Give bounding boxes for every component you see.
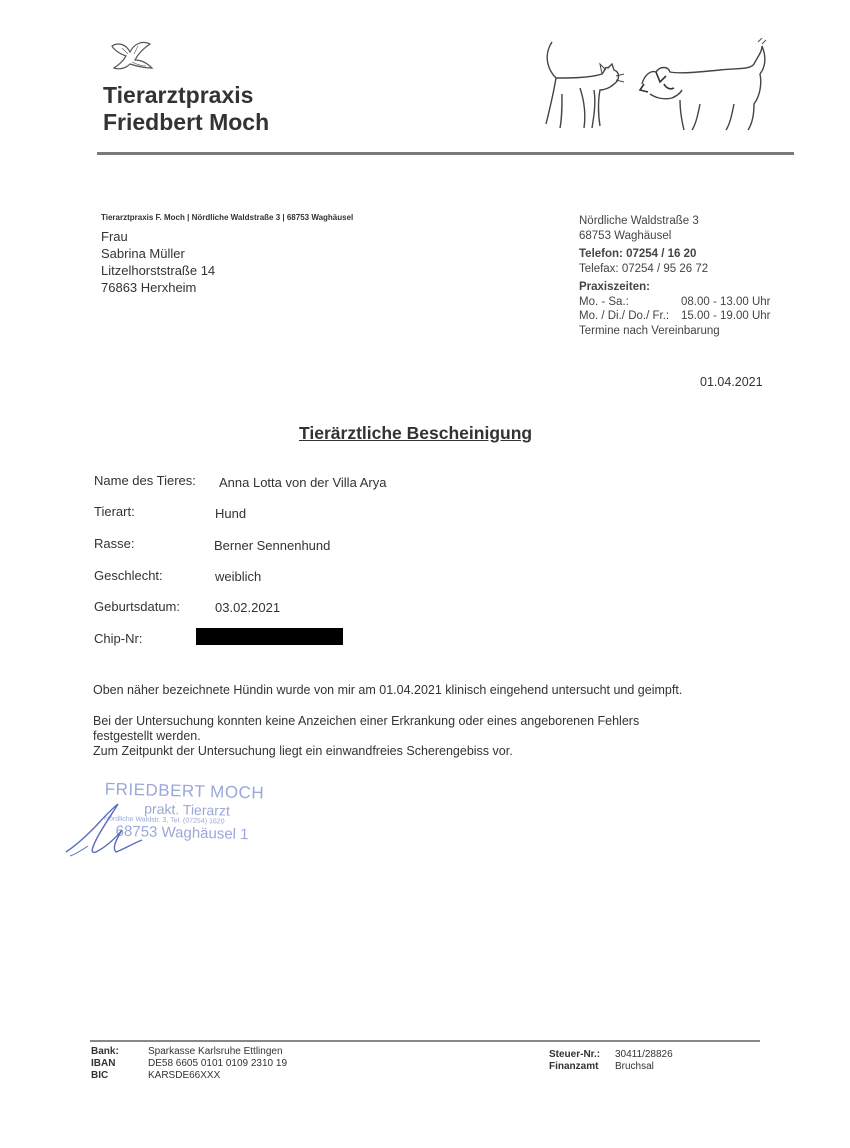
stamp-line3: Nördliche Waldstr. 3, Tel. (07254) 1620 [103,815,225,826]
field-name-value: Anna Lotta von der Villa Arya [219,475,387,490]
signature [62,800,162,860]
field-breed-value: Berner Sennenhund [214,538,331,553]
exam-statement: Oben näher bezeichnete Hündin wurde von mir am 01.04.2021 klinisch eingehend untersucht und geimpft. [93,683,683,697]
recipient-city: 76863 Herxheim [101,280,197,295]
practice-name-line2: Friedbert Moch [103,109,270,135]
document-title: Tierärztliche Bescheinigung [299,423,533,443]
contact-fax: Telefax: 07254 / 95 26 72 [579,262,709,275]
bank-details [91,1046,287,1082]
bank-value: Sparkasse Karlsruhe Ettlingen [148,1046,283,1057]
phone-label: Telefon: [579,248,623,260]
recipient-street: Litzelhorststraße 14 [101,263,216,278]
bank-label: Bank: [91,1046,119,1057]
tax-office-value: Bruchsal [615,1061,654,1072]
field-chip-label: Chip-Nr: [94,631,143,646]
bic-label: BIC [91,1070,109,1081]
recipient-name: Sabrina Müller [101,246,185,261]
tax-details [549,1049,673,1073]
recipient-address [101,228,215,296]
tax-value: 30411/28826 [615,1049,673,1060]
field-breed-label: Rasse: [94,536,135,551]
field-birth-label: Geburtsdatum: [94,599,180,614]
iban-label: IBAN [91,1058,116,1069]
findings-line2: festgestellt werden. [93,729,201,743]
header-divider [97,152,794,155]
hours-row [579,295,771,310]
iban-value: DE58 6605 0101 0109 2310 19 [148,1058,288,1069]
document-date: 01.04.2021 [700,375,763,389]
practice-name-line1: Tierarztpraxis [103,82,254,108]
bic-value: KARSDE66XXX [148,1070,221,1081]
hours-days: Mo. - Sa.: [579,295,629,308]
chip-number-redaction [196,628,343,645]
dentition-statement: Zum Zeitpunkt der Untersuchung liegt ein einwandfreies Scherengebiss vor. [93,744,513,758]
hours-days: Mo. / Di./ Do./ Fr.: [579,310,670,322]
field-sex-value: weiblich [215,569,262,584]
contact-city: 68753 Waghäusel [579,229,672,242]
field-name-label: Name des Tieres: [94,473,196,488]
tax-office-label: Finanzamt [549,1061,599,1072]
stamp-line4: 68753 Waghäusel 1 [115,822,249,844]
field-species-value: Hund [215,506,247,521]
field-birth-value: 03.02.2021 [215,600,281,615]
stamp-line1: FRIEDBERT MOCH [104,779,265,803]
findings-statement [93,714,793,759]
bird-icon [108,38,156,76]
field-sex-label: Geschlecht: [94,568,163,583]
recipient-salutation: Frau [101,229,128,244]
findings-line1: Bei der Untersuchung konnten keine Anzeichen einer Erkrankung oder eines angeborenen Fehlers [93,714,640,728]
appointment-note: Termine nach Vereinbarung [579,324,720,337]
hours-title: Praxiszeiten: [579,281,650,293]
field-species-label: Tierart: [94,504,135,519]
cat-and-dog-sketch [540,38,772,136]
contact-street: Nördliche Waldstraße 3 [579,215,699,227]
hours-row [579,309,771,324]
tax-label: Steuer-Nr.: [549,1049,601,1060]
contact-phone [579,247,771,262]
stamp-line2: prakt. Tierarzt [144,800,231,819]
hours-time: 08.00 - 13.00 Uhr [681,295,771,308]
sender-return-line: Tierarztpraxis F. Moch | Nördliche Waldstraße 3 | 68753 Waghäusel [101,213,354,222]
phone-number: 07254 / 16 20 [626,248,697,260]
hours-time: 15.00 - 19.00 Uhr [681,310,771,322]
practice-contact-block [579,214,771,338]
footer-divider [90,1040,760,1042]
practice-name [103,82,269,136]
